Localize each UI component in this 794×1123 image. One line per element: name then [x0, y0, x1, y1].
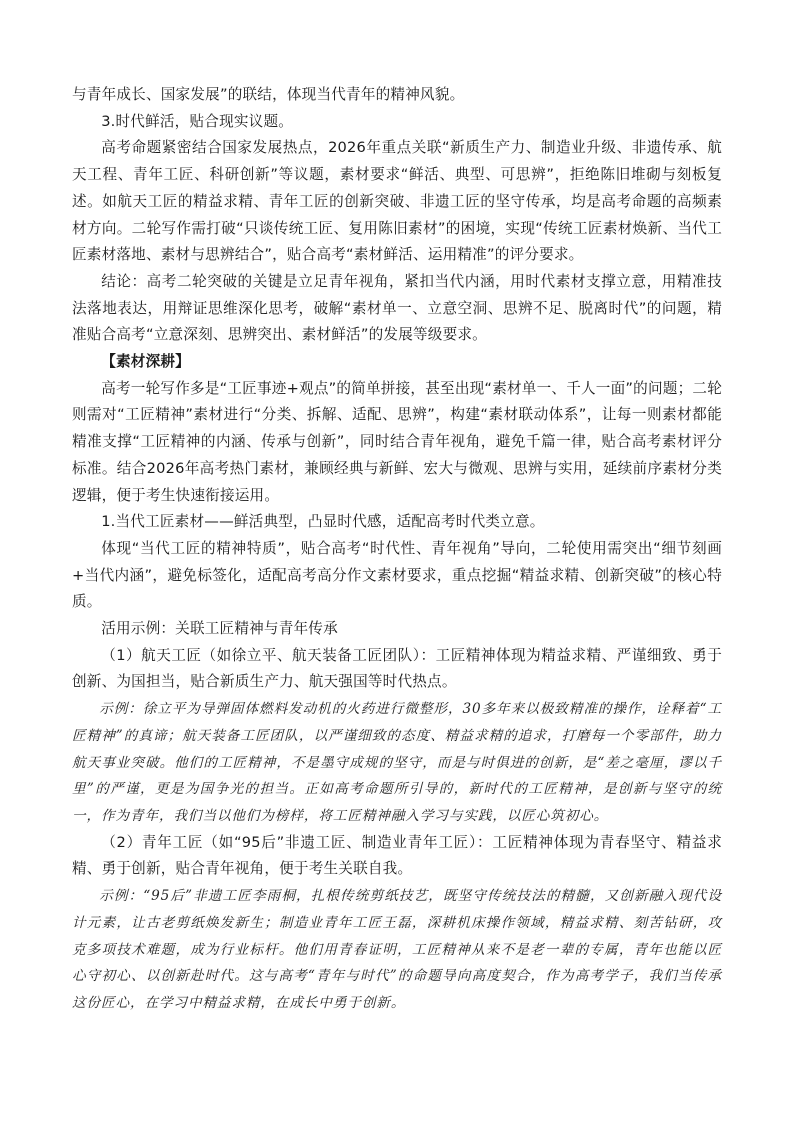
section-title-material: 【素材深耕】 — [101, 353, 190, 371]
paragraph-continuation: 与青年成长、国家发展”的联结，体现当代青年的精神风貌。 — [72, 86, 465, 103]
subheading-contemporary-craftsman: 1.当代工匠素材——鲜活典型，凸显时代感，适配高考时代类立意。 — [101, 513, 545, 531]
example-young-craftsman: 示例：“95后”非遗工匠李雨桐，扎根传统剪纸技艺，既坚守传统技法的精髓，又创新融入现代设计元素，让古老剪纸焕发新生；制造业青年工匠王磊，深耕机床操作领域，精益求精、刻苦钻研，攻克多项技术难题，成为行业标杆。他们用青春证明，工匠精神从来不是老一辈的专属，青年也能以匠心守初心、以创新赴时代。这与高考“青年与时代”的命题导向高度契合，作为高考学子，我们当传承这份匠心，在学习中精益求精，在成长中勇于创新。 — [72, 888, 722, 1011]
paragraph-exam-hotspots: 高考命题紧密结合国家发展热点，2026年重点关联“新质生产力、制造业升级、非遗传承、航天工程、青年工匠、科研创新”等议题，素材要求“鲜活、典型、可思辨”，拒绝陈旧堆砌与刻板复述。如航天工匠的精益求精、青年工匠的创新突破、非遗工匠的坚守传承，均是高考命题的高频素材方向。二轮写作需打破“只谈传统工匠、复用陈旧素材”的困境，实现“传统工匠素材焕新、当代工匠素材落地、素材与思辨结合”，贴合高考“素材鲜活、运用精准”的评分要求。 — [72, 139, 722, 264]
example-aerospace: 示例：徐立平为导弹固体燃料发动机的火药进行微整形，30多年来以极致精准的操作，诠释着“工匠精神”的真谛；航天装备工匠团队，以严谨细致的态度、精益求精的追求，打磨每一个零部件，助力航天事业突破。他们的工匠精神，不是墨守成规的坚守，而是与时俱进的创新，是“差之毫厘，谬以千里”的严谨，更是为国争光的担当。正如高考命题所引导的，新时代的工匠精神，是创新与坚守的统一，作为青年，我们当以他们为榜样，将工匠精神融入学习与实践，以匠心筑初心。 — [72, 701, 722, 824]
paragraph-usage-example-label: 活用示例：关联工匠精神与青年传承 — [101, 620, 338, 638]
item-young-craftsman: （2）青年工匠（如“95后”非遗工匠、制造业青年工匠）：工匠精神体现为青春坚守、精益求精、勇于创新，贴合青年视角，便于考生关联自我。 — [72, 833, 722, 878]
item-aerospace-craftsman: （1）航天工匠（如徐立平、航天装备工匠团队）：工匠精神体现为精益求精、严谨细致、勇于创新、为国担当，贴合新质生产力、航天强国等时代热点。 — [72, 646, 722, 691]
section-heading-3: 3.时代鲜活，贴合现实议题。 — [101, 112, 294, 130]
paragraph-conclusion: 结论：高考二轮突破的关键是立足青年视角，紧扣当代内涵，用时代素材支撑立意，用精准技法落地表达，用辩证思维深化思考，破解“素材单一、立意空洞、思辨不足、脱离时代”的问题，精准贴合高考“立意深刻、思辨突出、素材鲜活”的发展等级要求。 — [72, 272, 722, 344]
paragraph-contemporary-traits: 体现“当代工匠的精神特质”，贴合高考“时代性、青年视角”导向，二轮使用需突出“细节刻画+当代内涵”，避免标签化，适配高考高分作文素材要求，重点挖掘“精益求精、创新突破”的核心特质。 — [72, 539, 722, 611]
paragraph-material-intro: 高考一轮写作多是“工匠事迹+观点”的简单拼接，甚至出现“素材单一、千人一面”的问题；二轮则需对“工匠精神”素材进行“分类、拆解、适配、思辨”，构建“素材联动体系”，让每一则素材都能精准支撑“工匠精神的内涵、传承与创新”，同时结合青年视角，避免千篇一律，贴合高考素材评分标准。结合2026年高考热门素材，兼顾经典与新鲜、宏大与微观、思辨与实用，延续前序素材分类逻辑，便于考生快速衔接运用。 — [72, 379, 722, 504]
